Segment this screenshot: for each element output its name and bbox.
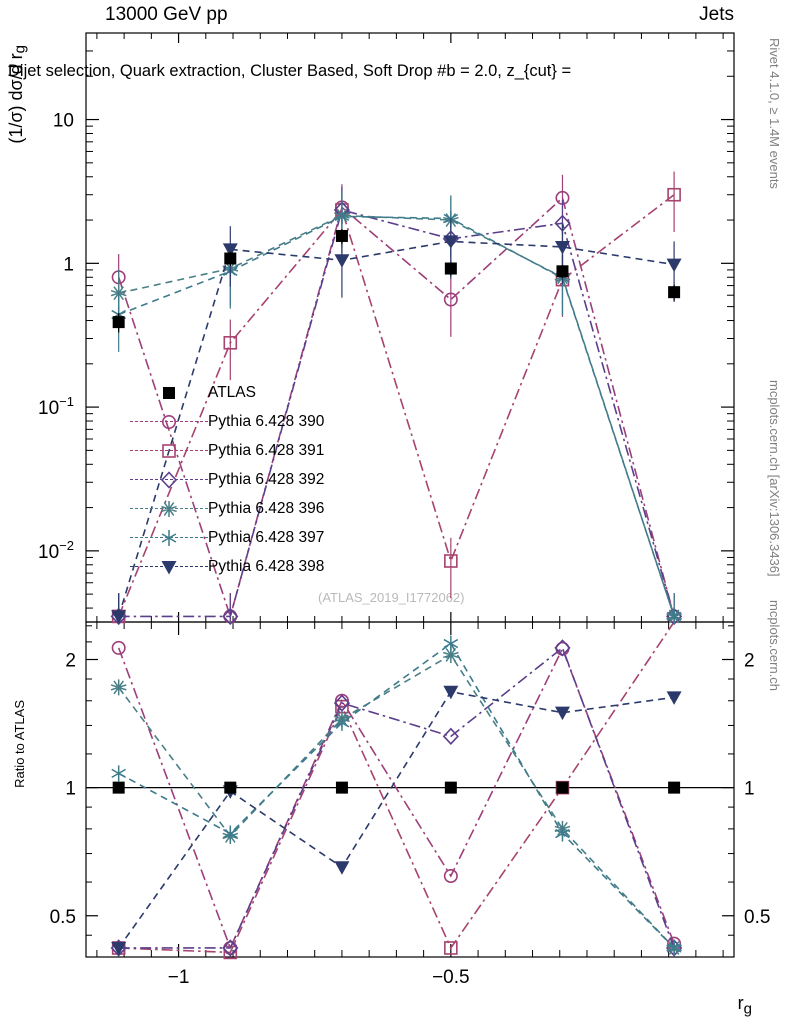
- legend-item[interactable]: [130, 494, 380, 523]
- legend-symbol: [130, 437, 208, 465]
- data-point-marker: [334, 254, 349, 268]
- legend-symbol: [130, 553, 208, 581]
- y-axis-label-ratio: Ratio to ATLAS: [12, 700, 27, 788]
- ratio-panel-frame: [86, 622, 734, 957]
- legend: [130, 378, 380, 581]
- legend-label: Pythia 6.428 396: [208, 499, 325, 517]
- ratio-y-tick-label: 2: [65, 650, 76, 672]
- legend-marker: [159, 441, 179, 461]
- data-point-marker: [556, 265, 568, 277]
- legend-marker: [159, 412, 179, 432]
- data-point-marker: [163, 387, 175, 399]
- data-point-marker: [667, 259, 682, 273]
- y-tick-label: 10: [52, 110, 74, 132]
- legend-symbol: [130, 379, 208, 407]
- data-point-marker: [162, 472, 176, 487]
- legend-marker: [159, 528, 179, 548]
- legend-label: ATLAS: [208, 383, 256, 401]
- y-tick-label: $10^{-2}$: [38, 537, 74, 563]
- legend-item[interactable]: [130, 523, 380, 552]
- legend-item[interactable]: [130, 378, 380, 407]
- analysis-watermark: (ATLAS_2019_I1772062): [318, 590, 465, 605]
- series-line-ratio: [119, 655, 674, 948]
- x-tick-label: −1: [167, 967, 190, 988]
- data-point-marker: [667, 691, 682, 705]
- data-point-marker: [556, 782, 568, 794]
- side-label-mcplots-arxiv: mcplots.cern.ch [arXiv:1306.3436]: [767, 380, 782, 577]
- legend-item[interactable]: [130, 436, 380, 465]
- legend-marker: [159, 470, 179, 490]
- y-axis-label-main: (1/σ) dσ/d $r_g$: [6, 45, 29, 144]
- data-point-marker: [161, 501, 176, 517]
- data-point-marker: [555, 707, 570, 721]
- legend-symbol: [130, 495, 208, 523]
- data-point-marker: [336, 230, 348, 242]
- x-axis-label: $r_g$: [737, 993, 752, 1018]
- data-point-marker: [334, 861, 349, 875]
- data-point-marker: [668, 782, 680, 794]
- data-point-marker: [113, 316, 125, 328]
- header-right-label: Jets: [699, 4, 734, 25]
- legend-label: Pythia 6.428 390: [208, 412, 325, 430]
- data-point-marker: [224, 782, 236, 794]
- legend-marker: [159, 499, 179, 519]
- y-tick-label: 1: [63, 254, 74, 276]
- data-point-marker: [163, 445, 175, 457]
- data-point-marker: [113, 782, 125, 794]
- ratio-y-tick-label: 0.5: [744, 906, 771, 928]
- series-pythia-6-428-398: [111, 218, 681, 955]
- legend-symbol: [130, 524, 208, 552]
- ratio-y-tick-label: 2: [744, 650, 755, 672]
- legend-label: Pythia 6.428 397: [208, 528, 325, 546]
- ratio-y-tick-label: 1: [744, 778, 755, 800]
- data-point-marker: [445, 782, 457, 794]
- data-point-marker: [336, 782, 348, 794]
- y-tick-label: $10^{-1}$: [38, 394, 74, 420]
- ratio-y-tick-label: 1: [65, 778, 76, 800]
- legend-symbol: [130, 466, 208, 494]
- legend-item[interactable]: [130, 552, 380, 581]
- x-tick-label: −0.5: [432, 967, 470, 988]
- data-point-marker: [111, 679, 126, 695]
- legend-label: Pythia 6.428 398: [208, 557, 325, 575]
- series-line-ratio: [119, 692, 674, 948]
- data-point-marker: [162, 561, 177, 575]
- legend-item[interactable]: [130, 465, 380, 494]
- legend-symbol: [130, 408, 208, 436]
- legend-label: Pythia 6.428 391: [208, 441, 325, 459]
- ratio-y-tick-label: 0.5: [49, 906, 76, 928]
- data-point-marker: [112, 765, 126, 781]
- legend-item[interactable]: [130, 407, 380, 436]
- header-left-label: 13000 GeV pp: [105, 4, 228, 25]
- data-point-marker: [163, 415, 175, 427]
- series-line-ratio: [119, 644, 674, 948]
- legend-label: Pythia 6.428 392: [208, 470, 325, 488]
- data-point-marker: [443, 686, 458, 700]
- side-label-mcplots: mcplots.cern.ch: [767, 600, 782, 692]
- data-point-marker: [668, 286, 680, 298]
- data-point-marker: [445, 263, 457, 275]
- legend-marker: [159, 557, 179, 577]
- plot-title: Dijet selection, Quark extraction, Cluster Based, Soft Drop #b = 2.0, z_{cut} =: [8, 62, 572, 80]
- data-point-marker: [162, 530, 176, 546]
- side-label-rivet: Rivet 4.1.0, ≥ 1.4M events: [767, 38, 782, 189]
- legend-marker: [159, 383, 179, 403]
- data-point-marker: [224, 253, 236, 265]
